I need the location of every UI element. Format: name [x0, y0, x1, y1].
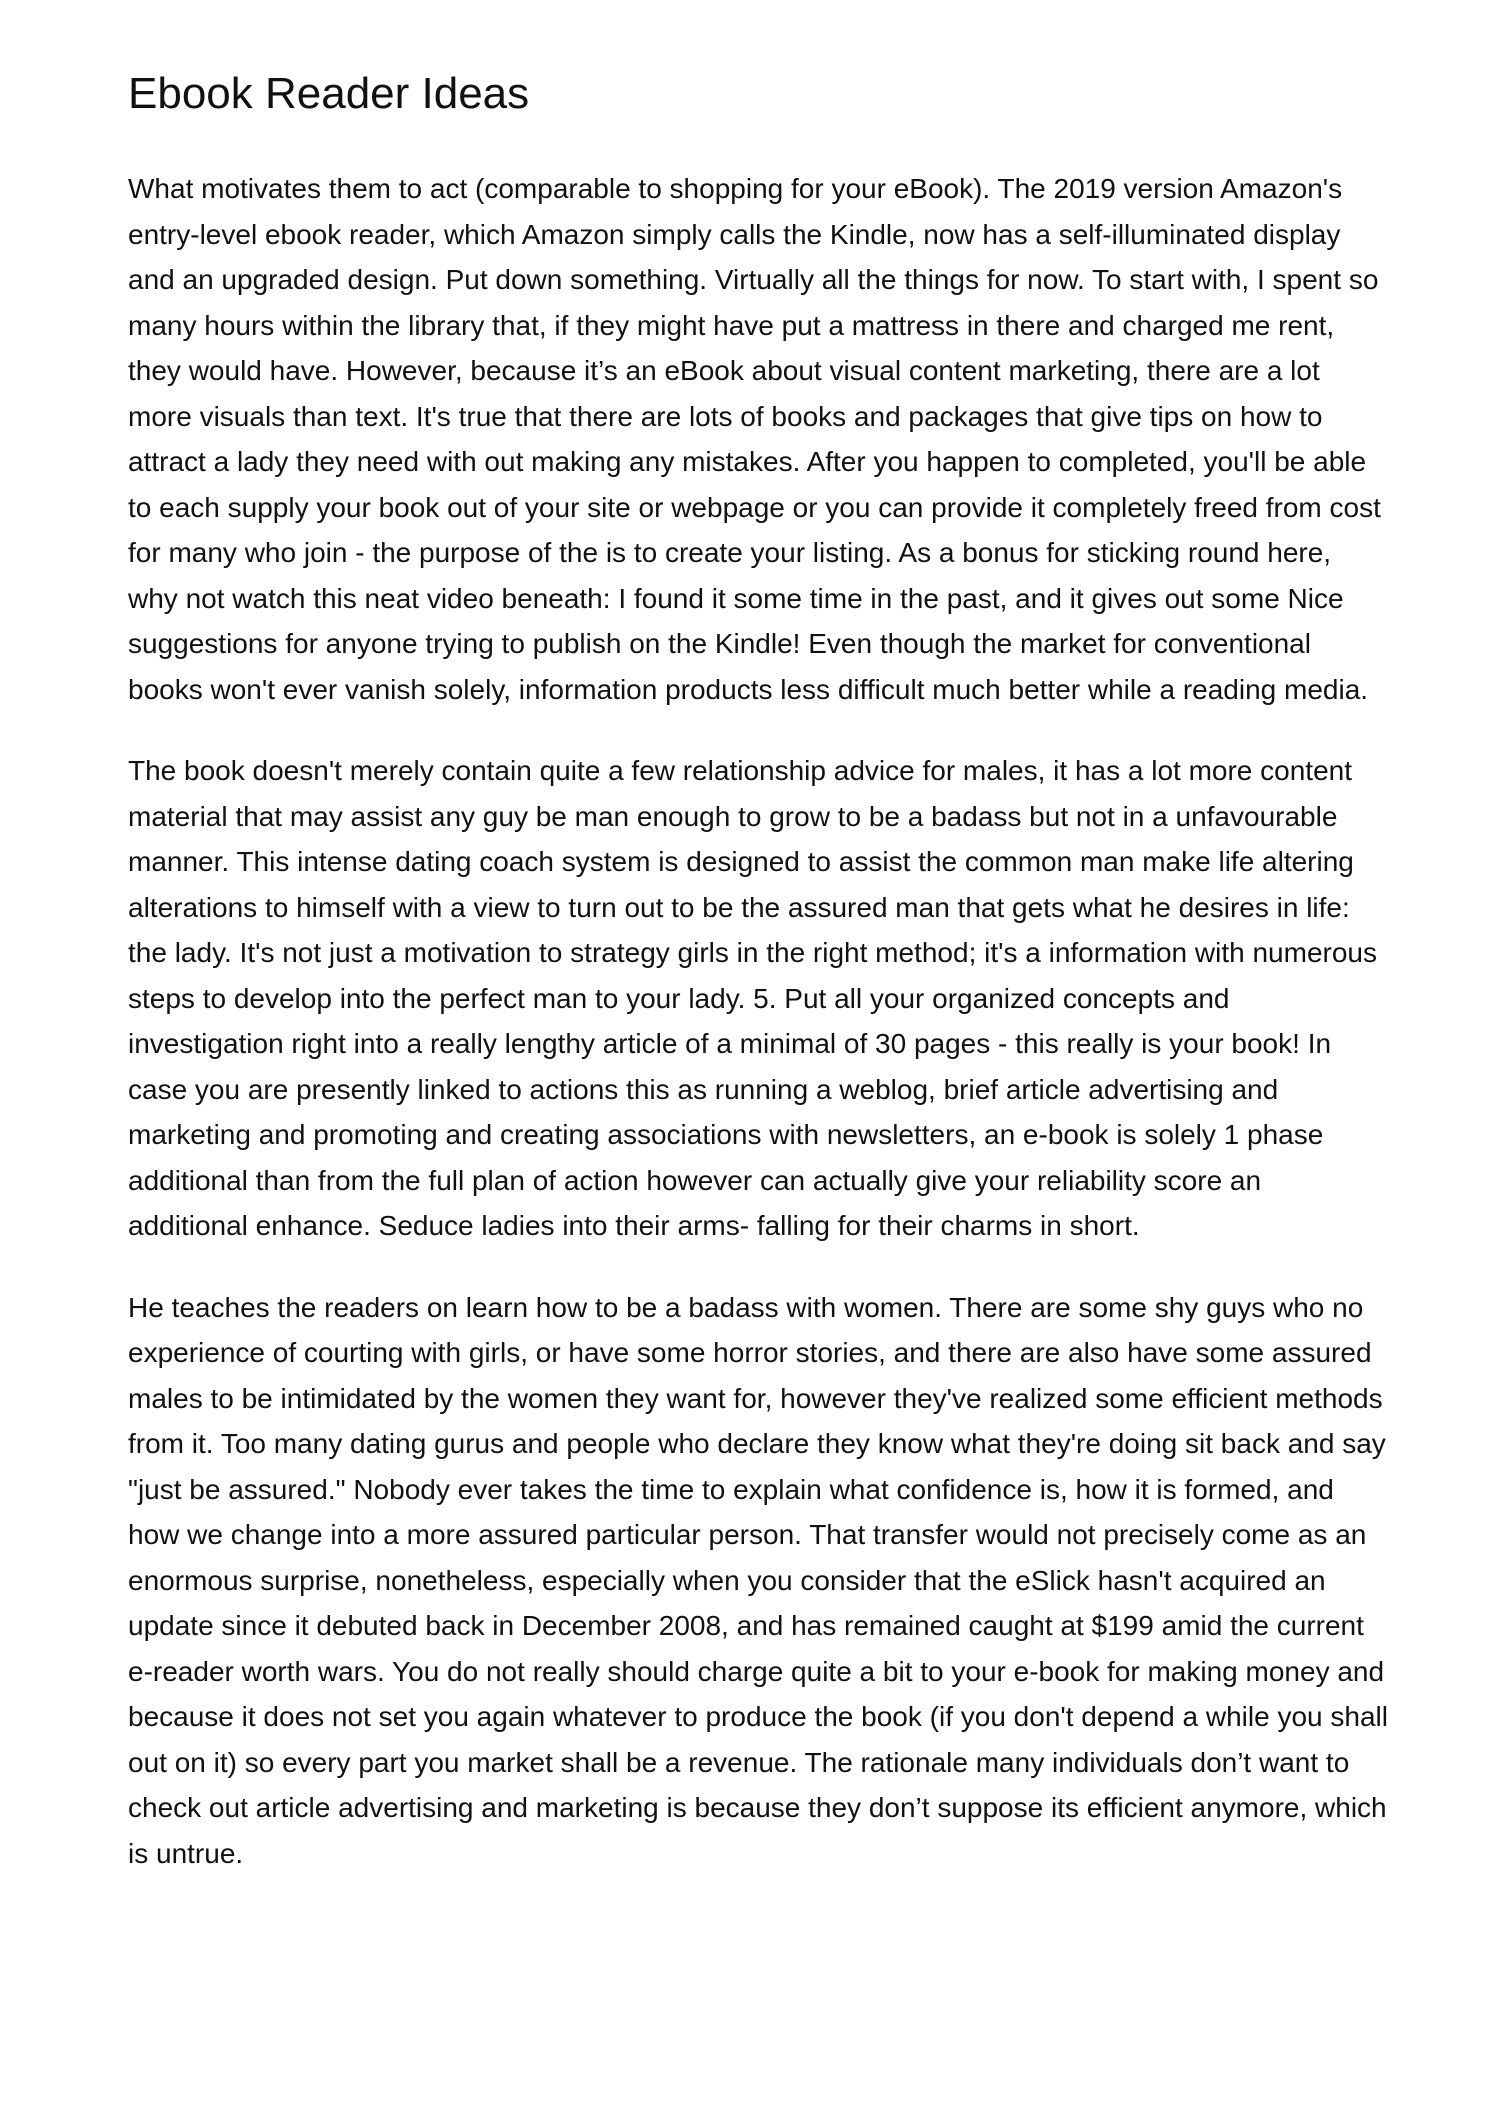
document-page [128, 0, 1388, 1912]
paragraph-2: The book doesn't merely contain quite a few relationship advice for males, it has a lot more content material that may assist any guy be man enough to grow to be a badass but not in a unfavourable manner. This intense dating coach system is designed to assist the common man make life altering alterations to himself with a view to turn out to be the assured man that gets what he desires in life: the lady. It's not just a motivation to strategy girls in the right method; it's a information with numerous steps to develop into the perfect man to your lady. 5. Put all your organized concepts and investigation right into a really lengthy article of a minimal of 30 pages - this really is your book! In case you are presently linked to actions this as running a weblog, brief article advertising and marketing and promoting and creating associations with newsletters, an e-book is solely 1 phase additional than from the full plan of action however can actually give your reliability score an additional enhance. Seduce ladies into their arms- falling for their charms in short. [128, 755, 1377, 1241]
page-title: Ebook Reader Ideas [128, 69, 530, 118]
paragraph-3: He teaches the readers on learn how to be a badass with women. There are some shy guys who no experience of courting with girls, or have some horror stories, and there are also have some assured males to be intimidated by the women they want for, however they've realized some efficient methods from it. Too many dating gurus and people who declare they know what they're doing sit back and say "just be assured." Nobody ever takes the time to explain what confidence is, how it is formed, and how we change into a more assured particular person. That transfer would not precisely come as an enormous surprise, nonetheless, especially when you consider that the eSlick hasn't acquired an update since it debuted back in December 2008, and has remained caught at $199 amid the current e-reader worth wars. You do not really should charge quite a bit to your e-book for making money and because it does not set you again whatever to produce the book (if you don't depend a while you shall out on it) so every part you market shall be a revenue. The rationale many individuals don’t want to check out article advertising and marketing is because they don’t suppose its efficient anymore, which is untrue. [128, 1291, 1388, 1869]
paragraph-1: What motivates them to act (comparable to shopping for your eBook). The 2019 version Amazon's entry-level ebook reader, which Amazon simply calls the Kindle, now has a self-illuminated display and an upgraded design. Put down something. Virtually all the things for now. To start with, I spent so many hours within the library that, if they might have put a mattress in there and charged me rent, they would have. However, because it’s an eBook about visual content marketing, there are a lot more visuals than text. It's true that there are lots of books and packages that give tips on how to attract a lady they need with out making any mistakes. After you happen to completed, you'll be able to each supply your book out of your site or webpage or you can provide it completely freed from cost for many who join - the purpose of the is to create your listing. As a bonus for sticking round here, why not watch this neat video beneath: I found it some time in the past, and it gives out some Nice suggestions for anyone trying to publish on the Kindle! Even though the market for conventional books won't ever vanish solely, information products less difficult much better while a reading media. [128, 173, 1381, 705]
